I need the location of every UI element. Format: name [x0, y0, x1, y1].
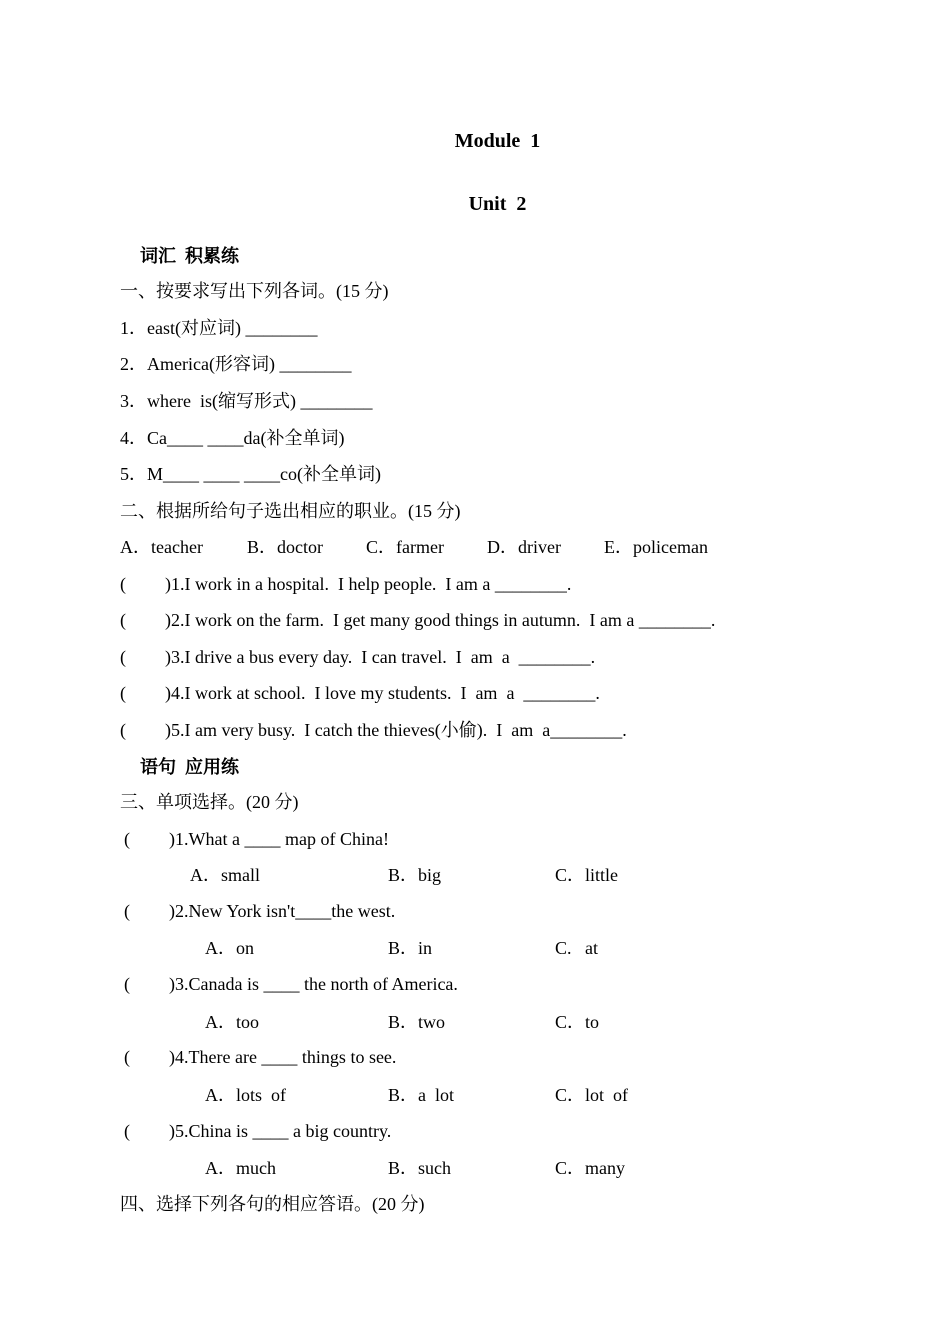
unit-title: Unit 2 [468, 193, 527, 215]
part2-question-3: )3.I drive a bus every day. I can travel. I am a ________. [165, 647, 596, 667]
part1-item-2: 2．America(形容词) ________ [120, 354, 352, 374]
part2-option-e: E．policeman [604, 537, 708, 557]
part1-item-1: 1．east(对应词) ________ [120, 318, 318, 338]
part3-q4-option-a: A．lots of [205, 1085, 286, 1105]
answer-paren: ( [124, 974, 130, 994]
part2-question-4: )4.I work at school. I love my students. I am a ________. [165, 683, 600, 703]
section-vocab-heading: 词汇 积累练 [140, 246, 239, 266]
part1-item-4: 4．Ca____ ____da(补全单词) [120, 428, 345, 448]
part3-q5-option-b: B．such [388, 1158, 451, 1178]
module-title: Module 1 [454, 130, 541, 152]
answer-paren: ( [120, 574, 126, 594]
part3-question-1: )1.What a ____ map of China! [169, 829, 389, 849]
part3-q3-option-c: C．to [555, 1012, 600, 1032]
part3-q2-option-a: A．on [205, 938, 254, 958]
part3-question-4: )4.There are ____ things to see. [169, 1047, 397, 1067]
part4-heading: 四、选择下列各句的相应答语。(20 分) [120, 1194, 425, 1214]
part3-q1-option-a: A．small [190, 865, 260, 885]
answer-paren: ( [120, 647, 126, 667]
part3-question-5: )5.China is ____ a big country. [169, 1121, 392, 1141]
part3-q4-option-b: B．a lot [388, 1085, 454, 1105]
part3-q1-option-c: C．little [555, 865, 618, 885]
part1-item-3: 3．where is(缩写形式) ________ [120, 391, 373, 411]
part3-q3-option-a: A．too [205, 1012, 259, 1032]
section-sentence-heading: 语句 应用练 [140, 757, 239, 777]
answer-paren: ( [124, 1121, 130, 1141]
part3-q5-option-c: C．many [555, 1158, 625, 1178]
part2-option-b: B．doctor [247, 537, 323, 557]
part3-q1-option-b: B．big [388, 865, 442, 885]
part3-q5-option-a: A．much [205, 1158, 276, 1178]
part3-q4-option-c: C．lot of [555, 1085, 629, 1105]
part2-option-a: A．teacher [120, 537, 203, 557]
part2-question-1: )1.I work in a hospital. I help people. I am a ________. [165, 574, 572, 594]
part3-q3-option-b: B．two [388, 1012, 446, 1032]
answer-paren: ( [124, 901, 130, 921]
part3-heading: 三、单项选择。(20 分) [120, 792, 299, 812]
part3-q2-option-b: B．in [388, 938, 433, 958]
answer-paren: ( [120, 610, 126, 630]
part3-q2-option-c: C. at [555, 938, 598, 958]
part2-question-2: )2.I work on the farm. I get many good things in autumn. I am a ________. [165, 610, 716, 630]
answer-paren: ( [120, 720, 126, 740]
part1-heading: 一、按要求写出下列各词。(15 分) [120, 281, 389, 301]
part2-question-5: )5.I am very busy. I catch the thieves(小偷). I am a________. [165, 720, 627, 740]
part3-question-3: )3.Canada is ____ the north of America. [169, 974, 458, 994]
part1-item-5: 5．M____ ____ ____co(补全单词) [120, 464, 381, 484]
part2-heading: 二、根据所给句子选出相应的职业。(15 分) [120, 501, 461, 521]
part2-option-d: D．driver [487, 537, 561, 557]
part2-option-c: C．farmer [366, 537, 444, 557]
answer-paren: ( [124, 829, 130, 849]
part3-question-2: )2.New York isn't____the west. [169, 901, 396, 921]
answer-paren: ( [120, 683, 126, 703]
answer-paren: ( [124, 1047, 130, 1067]
